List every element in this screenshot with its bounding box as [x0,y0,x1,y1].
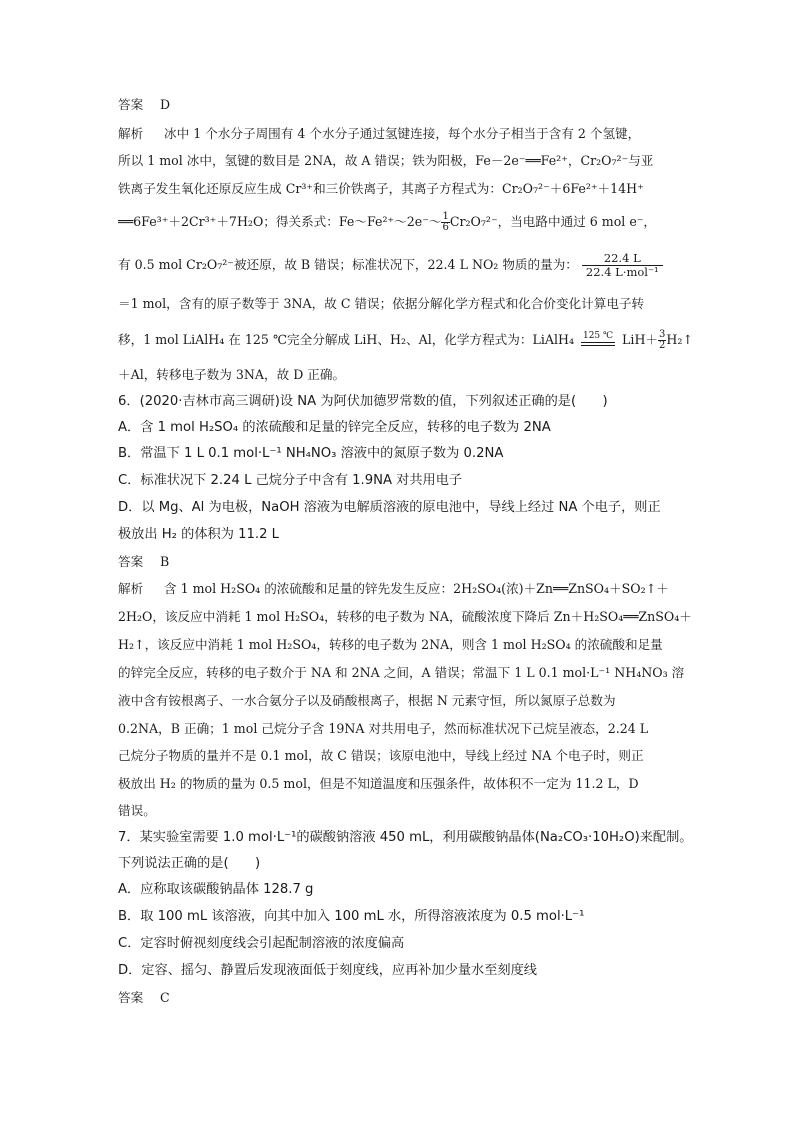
answer-label: 答案 [118,97,144,112]
q7-option-b: B．取 100 mL 该溶液，向其中加入 100 mL 水，所得溶液浓度为 0.5 mol·L⁻¹ [118,909,585,924]
q6-explanation-line-5: 液中含有铵根离子、一水合氨分子以及硝酸根离子，根据 N 元素守恒，所以氮原子总数为 [118,693,616,708]
answer-label: 答案 [118,554,144,569]
answer-value: B [160,554,170,569]
q6-option-c: C．标准状况下 2.24 L 己烷分子中含有 1.9NA 对共用电子 [118,473,463,488]
q6-explanation-line-7: 己烷分子物质的量并不是 0.1 mol，故 C 错误；该原电池中，导线上经过 NA 个电子时，则正 [118,748,644,763]
reaction-condition: 125 ℃ [578,332,618,350]
q5-explanation-line-5: 有 0.5 mol Cr₂O₇²⁻被还原，故 B 错误；标准状况下，22.4 L NO₂ 物质的量为： $\frac{22.4 L}{\text{22.4 L·mol⁻¹}}$ [118,252,710,279]
q6-option-a: A．含 1 mol H₂SO₄ 的浓硫酸和足量的锌完全反应，转移的电子数为 2NA [118,420,551,435]
q5-explanation-line-2: 所以 1 mol 冰中，氢键的数目是 2NA，故 A 错误；铁为阳极，Fe－2e⁻══Fe²⁺，Cr₂O₇²⁻与亚 [118,153,654,168]
q6-stem: 6．(2020·吉林市高三调研)设 NA 为阿伏加德罗常数的值，下列叙述正确的是( ) [118,394,608,409]
q5-explanation-line-7: 移，1 mol LiAlH₄ 在 125 ℃完全分解成 LiH、H₂、Al，化学方程式为：LiAlH₄ 125 ℃ LiH＋ $\frac{3}{2}$ H₂↑ [118,329,693,351]
molar-volume-fraction: $\frac{22.4 L}{\text{22.4 L·mol⁻¹}}$ [582,252,663,279]
answer-value: D [160,97,171,112]
fraction-one-sixth: $\frac{1}{6}$ [442,211,449,233]
q6-explanation-line-9: 错误。 [118,803,156,818]
q7-option-d: D．定容、摇匀、静置后发现液面低于刻度线，应再补加少量水至刻度线 [118,963,537,978]
q6-explanation-line-6: 0.2NA，B 正确；1 mol 己烷分子含 19NA 对共用电子，然而标准状况下己烷呈液态，2.24 L [118,721,649,736]
explanation-label: 解析 [118,581,144,596]
q5-explanation-line-4: ══6Fe³⁺＋2Cr³⁺＋7H₂O；得关系式：Fe～Fe²⁺～2e⁻～ $\frac{1}{6}$ Cr₂O₇²⁻，当电路中通过 6 mol e⁻， [118,211,657,233]
q6-explanation-line-3: H₂↑，该反应中消耗 1 mol H₂SO₄，转移的电子数为 2NA，则含 1 mol H₂SO₄ 的浓硫酸和足量 [118,637,663,652]
answer-label: 答案 [118,990,144,1005]
q6-answer-line [118,553,710,571]
answer-value: C [160,990,170,1005]
q7-stem: 7．某实验室需要 1.0 mol·L⁻¹的碳酸钠溶液 450 mL，利用碳酸钠晶体(Na₂CO₃·10H₂O)来配制。 [118,830,693,845]
q6-explanation-line-4: 的锌完全反应，转移的电子数介于 NA 和 2NA 之间，A 错误；常温下 1 L 0.1 mol·L⁻¹ NH₄NO₃ 溶 [118,665,685,680]
q7-option-a: A．应称取该碳酸钠晶体 128.7 g [118,882,314,897]
q7-option-c: C．定容时俯视刻度线会引起配制溶液的浓度偏高 [118,936,405,951]
q6-option-d: D．以 Mg、Al 为电极，NaOH 溶液为电解质溶液的原电池中，导线上经过 NA 个电子，则正 [118,500,661,515]
fraction-three-halves: $\frac{3}{2}$ [659,329,666,351]
q6-explanation-line-2: 2H₂O，该反应中消耗 1 mol H₂SO₄，转移的电子数为 NA，硫酸浓度下降后 Zn＋H₂SO₄══ZnSO₄＋ [118,609,692,624]
q6-option-d-continued: 极放出 H₂ 的体积为 11.2 L [118,527,279,542]
explanation-label: 解析 [118,126,144,141]
q6-explanation-line-1: 解析 含 1 mol H₂SO₄ 的浓硫酸和足量的锌先发生反应：2H₂SO₄(浓)＋Zn══ZnSO₄＋SO₂↑＋ [118,581,669,596]
q5-answer-line [118,96,710,114]
q5-explanation-line-6: ＝1 mol，含有的原子数等于 3NA，故 C 错误；依据分解化学方程式和化合价变化计算电子转 [118,296,645,311]
q7-answer-line [118,989,710,1007]
q7-stem-continued: 下列说法正确的是( ) [118,856,261,871]
q5-explanation-line-8: ＋Al，转移电子数为 3NA，故 D 正确。 [118,367,346,382]
q5-explanation-line-3: 铁离子发生氧化还原反应生成 Cr³⁺和三价铁离子，其离子方程式为：Cr₂O₇²⁻＋6Fe²⁺＋14H⁺ [118,181,644,196]
q6-explanation-line-8: 极放出 H₂ 的物质的量为 0.5 mol，但是不知道温度和压强条件，故体积不一定为 11.2 L，D [118,776,639,791]
q6-option-b: B．常温下 1 L 0.1 mol·L⁻¹ NH₄NO₃ 溶液中的氮原子数为 0.2NA [118,446,504,461]
q5-explanation-line-1: 解析 冰中 1 个水分子周围有 4 个水分子通过氢键连接，每个水分子相当于含有 2 个氢键， [118,126,641,141]
